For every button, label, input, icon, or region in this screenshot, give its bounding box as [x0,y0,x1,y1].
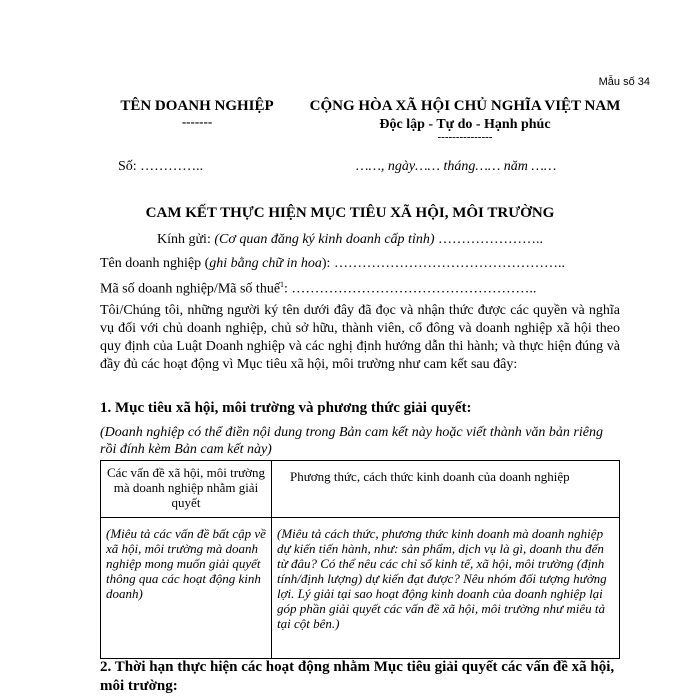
recipient-label: Kính gửi: [156,232,211,247]
form-number: Mẫu số 34 [598,76,650,88]
company-divider: ------- [181,114,213,129]
recipient-line [0,232,700,248]
company-name-hint: ghi bằng chữ in hoa [209,256,322,271]
intro-paragraph: Tôi/Chúng tôi, những người ký tên dưới đây đã đọc và nhận thức được các quyền và nghĩa vụ đối với chủ doanh nghiệp, chủ sở hữu, thành viên, cổ đông và doanh nghiệp xã hội theo quy định của Luật Doanh nghiệp và các nghị định hướng dẫn thi hành; và thực hiện đúng và đầy đủ các hoạt động vì Mục tiêu xã hội, môi trường như cam kết sau đây: [100,303,620,372]
table-row [101,518,620,659]
tax-code-field [100,280,536,298]
tax-code-label: Mã số doanh nghiệp/Mã số thuế [100,281,281,297]
national-motto: Độc lập - Tự do - Hạnh phúc [379,117,551,132]
tax-code-dots: : …………………………………………….. [284,281,537,297]
recipient-value: (Cơ quan đăng ký kinh doanh cấp tỉnh) [214,232,435,247]
nation-title: CỘNG HÒA XÃ HỘI CHỦ NGHĨA VIỆT NAM [309,98,621,114]
company-header [82,98,312,129]
section-2-heading: 2. Thời hạn thực hiện các hoạt động nhằm Mục tiêu giải quyết các vấn đề xã hội, môi trường: [100,659,615,694]
date-line: ……, ngày…… tháng…… năm …… [356,159,557,174]
document-title: CAM KẾT THỰC HIỆN MỤC TIÊU XÃ HỘI, MÔI TRƯỜNG [145,205,555,221]
company-name-label: Tên doanh nghiệp ( [100,256,210,271]
company-name-field [100,256,565,272]
company-name-placeholder: TÊN DOANH NGHIỆP [120,98,274,114]
recipient-dots: ………………….. [434,232,544,247]
section-1-heading: 1. Mục tiêu xã hội, môi trường và phương thức giải quyết: [100,400,472,416]
section-1-note: (Doanh nghiệp có thể điền nội dung trong Bản cam kết này hoặc viết thành văn bản riêng rồi đính kèm Bản cam kết này) [100,425,603,457]
table-cell: (Miêu tả các vấn đề bất cập về xã hội, môi trường mà doanh nghiệp mong muốn giải quyết thông qua các hoạt động kinh doanh) [101,518,272,659]
footnote-marker: 1 [280,280,285,289]
motto-divider: --------------- [437,131,493,143]
company-name-dots: ): ………………………………………….. [321,256,565,271]
table-header-cell: Phương thức, cách thức kinh doanh của doanh nghiệp [272,461,620,518]
document-number: Số: ………….. [118,159,204,174]
table-header-row [101,461,620,518]
national-header [300,98,630,141]
solutions-table [100,460,620,659]
table-cell: (Miêu tả cách thức, phương thức kinh doanh mà doanh nghiệp dự kiến tiến hành, như: sản phẩm, dịch vụ là gì, doanh thu đến từ đâu? Có thể nêu các chỉ số kinh tế, xã hội, môi trường (định tính/định lượng) dự kiến đạt được? Nêu nhóm đối tượng hưởng lợi. Lý giải tại sao hoạt động kinh doanh của doanh nghiệp lại góp phần giải quyết các vấn đề xã hội, môi trường như miêu tả tại cột bên.) [272,518,620,659]
table-header-cell: Các vấn đề xã hội, môi trường mà doanh nghiệp nhằm giải quyết [101,461,272,518]
